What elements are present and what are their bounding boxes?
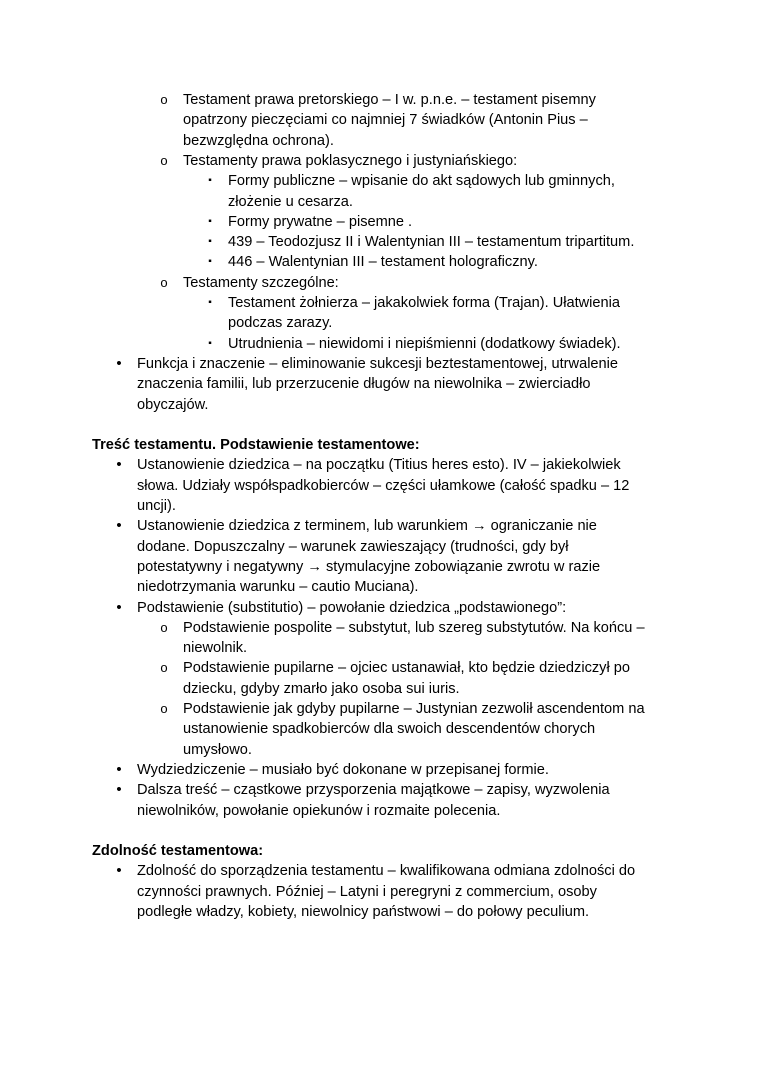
list-item-line: Testamenty prawa poklasycznego i justyniańskiego: bbox=[183, 152, 518, 169]
list-item-line: podległe władzy, kobiety, niewolnicy państwowi – do połowy peculium. bbox=[137, 904, 590, 920]
list-item-line: Testamenty szczególne: bbox=[183, 274, 339, 291]
list-item-line: niewolników, powołanie opiekunów i rozmaite polecenia. bbox=[137, 802, 501, 819]
bullet-dot: • bbox=[116, 517, 122, 535]
bullet-circle: o bbox=[160, 92, 168, 107]
section-heading: Zdolność testamentowa: bbox=[92, 843, 264, 860]
list-item-line: bezwzględna ochrona). bbox=[183, 132, 334, 149]
list-item-line: umysłowo. bbox=[183, 741, 252, 758]
list-item-line: niedotrzymania warunku – cautio Muciana). bbox=[137, 579, 419, 596]
list-item-line: Formy publiczne – wpisanie do akt sądowych lub gminnych, bbox=[228, 173, 615, 190]
bullet-circle: o bbox=[160, 660, 168, 676]
list-item-line: czynności prawnych. Później – Latyni i peregryni z commercium, osoby bbox=[137, 883, 597, 900]
list-item-line: Podstawienie pupilarne – ojciec ustanawiał, kto będzie dziedziczył po bbox=[183, 660, 630, 677]
list-item-line: Dalsza treść – cząstkowe przysporzenia majątkowe – zapisy, wyzwolenia bbox=[137, 782, 610, 799]
bullet-square: ▪ bbox=[208, 236, 212, 248]
list-item-line: znaczenia familii, lub przerzucenie długów na niewolnika – zwierciadło bbox=[137, 376, 591, 393]
bullet-square: ▪ bbox=[208, 175, 212, 187]
list-item-line: Podstawienie pospolite – substytut, lub szereg substytutów. Na końcu – bbox=[183, 619, 645, 636]
list-item-line: dziecku, gdyby zmarło jako osoba sui iuris. bbox=[183, 680, 460, 697]
list-item-line: Ustanowienie dziedzica z terminem, lub warunkiem → ograniczanie nie bbox=[137, 518, 597, 535]
list-item-line: Zdolność do sporządzenia testamentu – kwalifikowana odmiana zdolności do bbox=[137, 863, 636, 880]
list-item-line: 439 – Teodozjusz II i Walentynian III – testamentum tripartitum. bbox=[228, 234, 635, 251]
bullet-dot: • bbox=[116, 781, 122, 799]
list-item-line: słowa. Udziały współspadkobierców – części ułamkowe (całość spadku – 12 bbox=[137, 477, 630, 494]
bullet-circle: o bbox=[160, 701, 168, 716]
list-item-line: Testament żołnierza – jakakolwiek forma (Trajan). Ułatwienia bbox=[228, 295, 621, 311]
list-item-line: Ustanowienie dziedzica – na początku (Titius heres esto). IV – jakiekolwiek bbox=[137, 457, 621, 474]
bullet-square: ▪ bbox=[208, 256, 212, 268]
bullet-circle: o bbox=[160, 274, 168, 290]
list-item-line: 446 – Walentynian III – testament holograficzny. bbox=[228, 254, 538, 271]
section-heading: Treść testamentu. Podstawienie testamentowe: bbox=[92, 437, 420, 454]
list-item-line: uncji). bbox=[137, 498, 176, 514]
bullet-dot: • bbox=[116, 862, 122, 880]
list-item-line: Testament prawa pretorskiego – I w. p.n.e. – testament pisemny bbox=[183, 92, 596, 108]
list-item-line: złożenie u cesarza. bbox=[228, 193, 353, 210]
list-item-line: dodane. Dopuszczalny – warunek zawieszający (trudności, gdy był bbox=[137, 538, 569, 555]
bullet-circle: o bbox=[160, 152, 168, 168]
list-item-line: podczas zarazy. bbox=[228, 315, 333, 332]
list-item-line: opatrzony pieczęciami co najmniej 7 świadków (Antonin Pius – bbox=[183, 112, 588, 129]
list-item-line: Wydziedziczenie – musiało być dokonane w przepisanej formie. bbox=[137, 761, 549, 778]
list-item-line: Funkcja i znaczenie – eliminowanie sukcesji beztestamentowej, utrwalenie bbox=[137, 355, 619, 372]
list-item-line: potestatywny i negatywny → stymulacyjne zobowiązanie zwrotu w razie bbox=[137, 558, 601, 575]
bullet-dot: • bbox=[116, 760, 122, 778]
bullet-dot: • bbox=[116, 456, 122, 474]
bullet-square: ▪ bbox=[208, 337, 212, 349]
bullet-dot: • bbox=[116, 598, 122, 616]
bullet-square: ▪ bbox=[208, 215, 212, 227]
list-item-line: obyczajów. bbox=[137, 396, 209, 413]
bullet-square: ▪ bbox=[208, 297, 212, 308]
list-item-line: Utrudnienia – niewidomi i niepiśmienni (dodatkowy świadek). bbox=[228, 335, 621, 352]
list-item-line: niewolnik. bbox=[183, 640, 248, 657]
list-item-line: Formy prywatne – pisemne . bbox=[228, 213, 413, 230]
list-item-line: ustanowienie spadkobierców dla swoich descendentów chorych bbox=[183, 721, 596, 738]
bullet-circle: o bbox=[160, 619, 168, 635]
list-item-line: Podstawienie jak gdyby pupilarne – Justynian zezwolił ascendentom na bbox=[183, 701, 645, 717]
list-item-line: Podstawienie (substitutio) – powołanie dziedzica „podstawionego”: bbox=[137, 599, 567, 616]
bullet-dot: • bbox=[116, 354, 122, 372]
